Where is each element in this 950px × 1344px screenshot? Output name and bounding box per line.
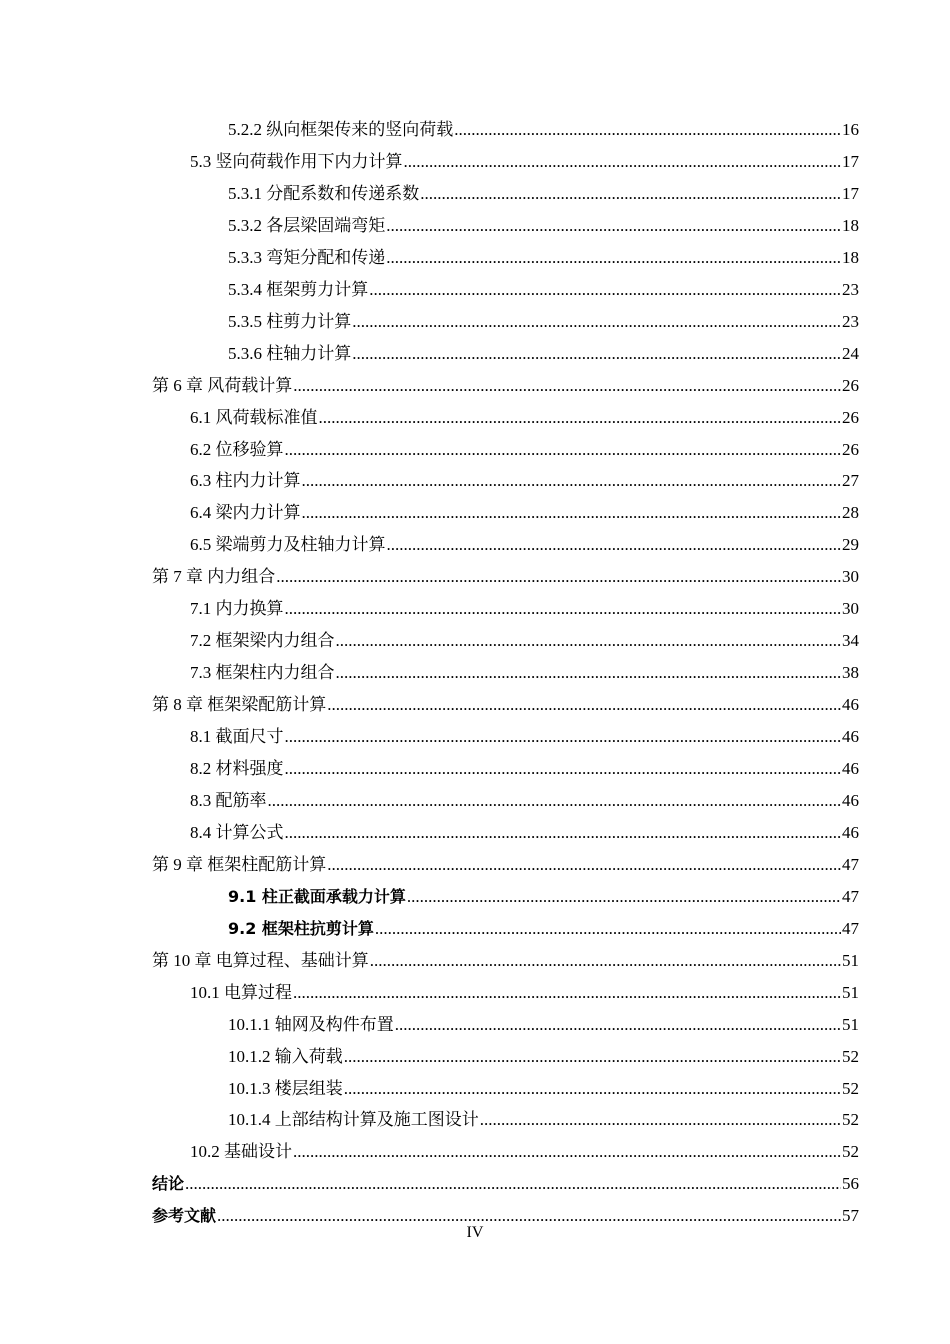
toc-entry-page: 46 xyxy=(842,790,859,810)
dot-leader xyxy=(386,242,841,274)
toc-entry-page: 17 xyxy=(842,183,859,203)
toc-entry-title: 6.2 位移验算 xyxy=(190,439,284,459)
toc-entry-title: 5.3.1 分配系数和传递系数 xyxy=(228,183,420,203)
toc-entry-title: 5.3.4 框架剪力计算 xyxy=(228,279,369,299)
toc-entry[interactable] xyxy=(190,497,859,529)
toc-entry-page: 57 xyxy=(842,1206,859,1226)
dot-leader xyxy=(375,913,841,945)
dot-leader xyxy=(336,625,842,657)
dot-leader xyxy=(327,689,841,721)
dot-leader xyxy=(454,114,841,146)
toc-entry-page: 23 xyxy=(842,311,859,331)
toc-entry[interactable] xyxy=(228,274,859,306)
toc-entry[interactable] xyxy=(228,1073,859,1105)
toc-entry-page: 30 xyxy=(842,567,859,587)
toc-entry-title: 第 10 章 电算过程、基础计算 xyxy=(152,950,369,970)
dot-leader xyxy=(302,465,842,497)
toc-entry-title: 第 6 章 风荷载计算 xyxy=(152,375,293,395)
dot-leader xyxy=(480,1104,841,1136)
toc-entry-page: 27 xyxy=(842,471,859,491)
toc-entry-title: 10.1.3 楼层组装 xyxy=(228,1078,343,1098)
toc-entry-title: 第 8 章 框架梁配筋计算 xyxy=(152,695,327,715)
dot-leader xyxy=(352,338,841,370)
dot-leader xyxy=(386,210,841,242)
dot-leader xyxy=(285,753,842,785)
toc-entry-title: 8.3 配筋率 xyxy=(190,790,267,810)
toc-entry[interactable] xyxy=(228,913,859,945)
toc-entry[interactable] xyxy=(152,561,859,593)
dot-leader xyxy=(293,977,841,1009)
dot-leader xyxy=(302,497,842,529)
dot-leader xyxy=(407,881,841,913)
toc-entry[interactable] xyxy=(190,753,859,785)
toc-entry[interactable] xyxy=(152,1168,859,1200)
toc-entry-title: 8.4 计算公式 xyxy=(190,822,284,842)
toc-entry[interactable] xyxy=(152,689,859,721)
toc-entry[interactable] xyxy=(190,625,859,657)
toc-entry-title: 第 9 章 框架柱配筋计算 xyxy=(152,854,327,874)
toc-entry-page: 18 xyxy=(842,247,859,267)
toc-entry-page: 46 xyxy=(842,695,859,715)
toc-entry-page: 18 xyxy=(842,215,859,235)
toc-entry-title: 5.3.5 柱剪力计算 xyxy=(228,311,352,331)
dot-leader xyxy=(319,402,842,434)
dot-leader xyxy=(276,561,841,593)
toc-entry-page: 52 xyxy=(842,1110,859,1130)
toc-entry-page: 29 xyxy=(842,535,859,555)
toc-entry[interactable] xyxy=(190,465,859,497)
page-number: IV xyxy=(466,1224,484,1241)
toc-entry-page: 52 xyxy=(842,1078,859,1098)
toc-entry-title: 10.1.2 输入荷载 xyxy=(228,1046,343,1066)
toc-entry[interactable] xyxy=(190,817,859,849)
dot-leader xyxy=(285,593,842,625)
toc-entry[interactable] xyxy=(228,210,859,242)
toc-entry-page: 34 xyxy=(842,631,859,651)
toc-entry[interactable] xyxy=(190,1136,859,1168)
dot-leader xyxy=(395,1009,841,1041)
toc-entry-page: 17 xyxy=(842,151,859,171)
toc-entry[interactable] xyxy=(190,785,859,817)
toc-entry[interactable] xyxy=(228,1104,859,1136)
toc-entry-title: 10.1.4 上部结构计算及施工图设计 xyxy=(228,1110,479,1130)
toc-entry-title: 10.2 基础设计 xyxy=(190,1142,292,1162)
toc-entry-title: 6.4 梁内力计算 xyxy=(190,503,301,523)
dot-leader xyxy=(293,370,841,402)
toc-entry[interactable] xyxy=(228,306,859,338)
toc-entry-title: 5.3.2 各层梁固端弯矩 xyxy=(228,215,386,235)
toc-entry[interactable] xyxy=(228,881,859,913)
toc-entry-title: 7.2 框架梁内力组合 xyxy=(190,631,335,651)
toc-entry-title: 8.1 截面尺寸 xyxy=(190,727,284,747)
toc-entry[interactable] xyxy=(152,945,859,977)
toc-entry-title: 6.3 柱内力计算 xyxy=(190,471,301,491)
toc-entry-title: 5.3.6 柱轴力计算 xyxy=(228,343,352,363)
toc-entry[interactable] xyxy=(228,1009,859,1041)
toc-entry[interactable] xyxy=(152,849,859,881)
toc-entry[interactable] xyxy=(228,114,859,146)
toc-entry[interactable] xyxy=(190,977,859,1009)
dot-leader xyxy=(344,1041,841,1073)
toc-entry[interactable] xyxy=(190,146,859,178)
toc-entry-page: 52 xyxy=(842,1046,859,1066)
toc-entry-page: 47 xyxy=(842,918,859,938)
toc-entry-title: 10.1 电算过程 xyxy=(190,982,292,1002)
toc-entry[interactable] xyxy=(190,434,859,466)
toc-entry-title: 9.1 柱正截面承载力计算 xyxy=(228,886,406,906)
toc-entry-title: 8.2 材料强度 xyxy=(190,759,284,778)
toc-entry-page: 26 xyxy=(842,439,859,459)
toc-entry-page: 24 xyxy=(842,343,859,363)
toc-entry-title: 第 7 章 内力组合 xyxy=(152,567,276,587)
toc-entry[interactable] xyxy=(190,657,859,689)
toc-entry-page: 30 xyxy=(842,599,859,619)
toc-entry-page: 52 xyxy=(842,1142,859,1162)
dot-leader xyxy=(285,817,842,849)
dot-leader xyxy=(185,1168,841,1200)
toc-entry[interactable] xyxy=(152,370,859,402)
toc-entry-title: 6.5 梁端剪力及柱轴力计算 xyxy=(190,535,386,555)
toc-entry-page: 47 xyxy=(842,886,859,906)
toc-entry[interactable] xyxy=(190,721,859,753)
dot-leader xyxy=(387,529,842,561)
dot-leader xyxy=(336,657,842,689)
toc-entry-page: 46 xyxy=(842,822,859,842)
toc-entry-page: 46 xyxy=(842,759,859,778)
toc-entry-title: 5.3 竖向荷载作用下内力计算 xyxy=(190,151,403,171)
dot-leader xyxy=(327,849,841,881)
toc-entry[interactable] xyxy=(228,178,859,210)
toc-entry-title: 5.2.2 纵向框架传来的竖向荷载 xyxy=(228,120,454,139)
toc-entry-title: 9.2 框架柱抗剪计算 xyxy=(228,918,374,938)
toc-entry[interactable] xyxy=(228,242,859,274)
toc-entry[interactable] xyxy=(190,529,859,561)
toc-entry[interactable] xyxy=(190,593,859,625)
toc-entry[interactable] xyxy=(190,402,859,434)
toc-entry-page: 16 xyxy=(842,120,859,139)
dot-leader xyxy=(268,785,842,817)
toc-entry-title: 7.3 框架柱内力组合 xyxy=(190,663,335,683)
dot-leader xyxy=(420,178,841,210)
dot-leader xyxy=(344,1073,841,1105)
dot-leader xyxy=(352,306,841,338)
toc-entry[interactable] xyxy=(228,1041,859,1073)
dot-leader xyxy=(285,434,842,466)
toc-entry-page: 23 xyxy=(842,279,859,299)
toc-entry-title: 10.1.1 轴网及构件布置 xyxy=(228,1014,394,1034)
toc-entry-title: 7.1 内力换算 xyxy=(190,599,284,619)
dot-leader xyxy=(370,945,841,977)
toc-entry-title: 结论 xyxy=(152,1174,185,1194)
toc-entry[interactable] xyxy=(228,338,859,370)
toc-entry-page: 56 xyxy=(842,1174,859,1194)
toc-entry-page: 28 xyxy=(842,503,859,523)
toc-entry-page: 51 xyxy=(842,982,859,1002)
toc-entry-page: 51 xyxy=(842,1014,859,1034)
toc-entry-page: 26 xyxy=(842,407,859,427)
dot-leader xyxy=(285,721,842,753)
toc-entry-page: 47 xyxy=(842,854,859,874)
toc-entry-title: 5.3.3 弯矩分配和传递 xyxy=(228,247,386,267)
toc-entry-page: 38 xyxy=(842,663,859,683)
dot-leader xyxy=(293,1136,841,1168)
dot-leader xyxy=(404,146,842,178)
toc-entry-title: 参考文献 xyxy=(152,1206,217,1226)
toc-entry-page: 46 xyxy=(842,727,859,747)
toc-entry-page: 51 xyxy=(842,950,859,970)
toc-entry-page: 26 xyxy=(842,375,859,395)
toc-entry-title: 6.1 风荷载标准值 xyxy=(190,407,318,427)
dot-leader xyxy=(369,274,841,306)
